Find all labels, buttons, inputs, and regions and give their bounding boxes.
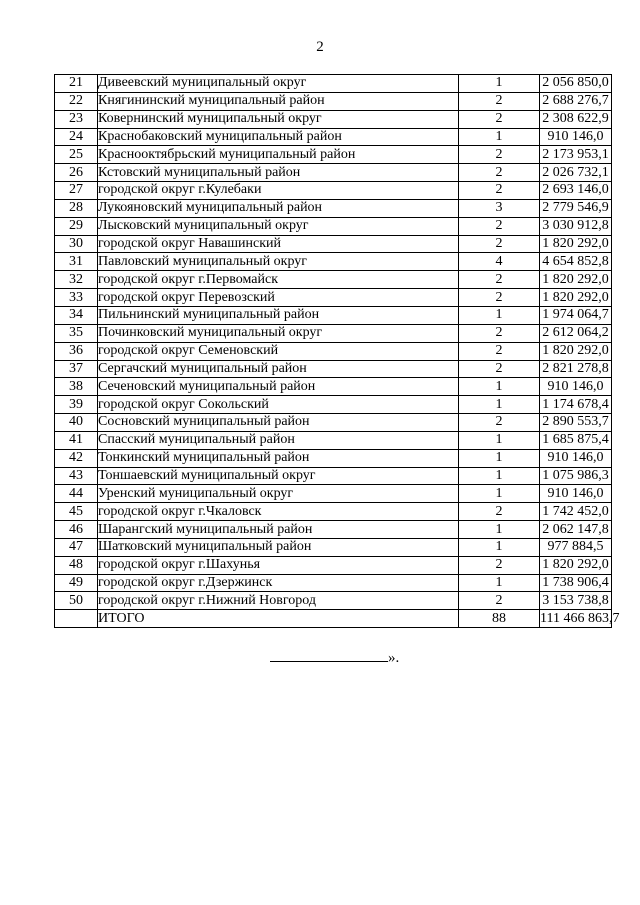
row-number: 41 — [55, 431, 98, 449]
table-row — [55, 289, 612, 307]
amount: 910 146,0 — [540, 378, 612, 396]
amount: 1 742 452,0 — [540, 503, 612, 521]
municipality-name: Сергачский муниципальный район — [98, 360, 459, 378]
table-row — [55, 342, 612, 360]
object-count: 2 — [459, 92, 540, 110]
row-number: 42 — [55, 449, 98, 467]
row-number: 35 — [55, 324, 98, 342]
object-count: 1 — [459, 449, 540, 467]
object-count: 2 — [459, 289, 540, 307]
municipality-name: Лысковский муниципальный округ — [98, 217, 459, 235]
row-number: 46 — [55, 521, 98, 539]
table-row — [55, 164, 612, 182]
object-count: 1 — [459, 75, 540, 93]
row-number: 31 — [55, 253, 98, 271]
table-row — [55, 199, 612, 217]
row-number: 32 — [55, 271, 98, 289]
object-count: 2 — [459, 271, 540, 289]
row-number: 50 — [55, 592, 98, 610]
municipality-name: городской округ г.Кулебаки — [98, 182, 459, 200]
amount: 977 884,5 — [540, 538, 612, 556]
object-count: 2 — [459, 503, 540, 521]
municipality-name: Шатковский муниципальный район — [98, 538, 459, 556]
table-row — [55, 217, 612, 235]
table-row — [55, 110, 612, 128]
object-count: 4 — [459, 253, 540, 271]
table-row — [55, 538, 612, 556]
row-number: 34 — [55, 306, 98, 324]
row-number: 21 — [55, 75, 98, 93]
object-count: 1 — [459, 521, 540, 539]
table-row — [55, 592, 612, 610]
municipality-name: Дивеевский муниципальный округ — [98, 75, 459, 93]
amount: 2 026 732,1 — [540, 164, 612, 182]
amount: 111 466 863,7 — [540, 610, 620, 626]
object-count: 1 — [459, 378, 540, 396]
amount: 2 779 546,9 — [540, 199, 612, 217]
table-row — [55, 503, 612, 521]
row-number — [55, 610, 98, 628]
amount: 910 146,0 — [540, 449, 612, 467]
municipality-name: городской округ г.Шахунья — [98, 556, 459, 574]
municipality-name: городской округ г.Нижний Новгород — [98, 592, 459, 610]
municipality-name: городской округ Сокольский — [98, 396, 459, 414]
municipality-name: городской округ Навашинский — [98, 235, 459, 253]
object-count: 2 — [459, 414, 540, 432]
row-number: 28 — [55, 199, 98, 217]
table-row — [55, 146, 612, 164]
object-count: 1 — [459, 485, 540, 503]
object-count: 2 — [459, 342, 540, 360]
amount: 2 056 850,0 — [540, 75, 612, 93]
amount: 1 820 292,0 — [540, 271, 612, 289]
row-number: 25 — [55, 146, 98, 164]
table-row — [55, 378, 612, 396]
object-count: 2 — [459, 235, 540, 253]
object-count: 2 — [459, 360, 540, 378]
amount: 1 974 064,7 — [540, 306, 612, 324]
table-row — [55, 75, 612, 93]
amount: 1 820 292,0 — [540, 235, 612, 253]
table-row — [55, 306, 612, 324]
object-count: 2 — [459, 164, 540, 182]
amount: 2 693 146,0 — [540, 182, 612, 200]
object-count: 2 — [459, 110, 540, 128]
object-count: 2 — [459, 217, 540, 235]
table-row — [55, 431, 612, 449]
row-number: 38 — [55, 378, 98, 396]
table-row — [55, 271, 612, 289]
municipality-name: Краснобаковский муниципальный район — [98, 128, 459, 146]
total-row — [55, 610, 612, 628]
municipality-name: Шарангский муниципальный район — [98, 521, 459, 539]
amount: 2 062 147,8 — [540, 521, 612, 539]
row-number: 33 — [55, 289, 98, 307]
amount: 910 146,0 — [540, 485, 612, 503]
object-count: 1 — [459, 128, 540, 146]
allocation-table — [54, 74, 620, 628]
object-count: 1 — [459, 431, 540, 449]
row-number: 23 — [55, 110, 98, 128]
table-row — [55, 449, 612, 467]
table-row — [55, 574, 612, 592]
amount: 2 173 953,1 — [540, 146, 612, 164]
municipality-name: Павловский муниципальный округ — [98, 253, 459, 271]
municipality-name: Тонкинский муниципальный район — [98, 449, 459, 467]
municipality-name: городской округ г.Первомайск — [98, 271, 459, 289]
municipality-name: городской округ г.Дзержинск — [98, 574, 459, 592]
municipality-name: Сеченовский муниципальный район — [98, 378, 459, 396]
object-count: 2 — [459, 146, 540, 164]
row-number: 43 — [55, 467, 98, 485]
row-number: 27 — [55, 182, 98, 200]
municipality-name: Пильнинский муниципальный район — [98, 306, 459, 324]
table-body — [55, 75, 620, 628]
row-number: 37 — [55, 360, 98, 378]
amount: 910 146,0 — [540, 128, 612, 146]
row-number: 30 — [55, 235, 98, 253]
object-count: 2 — [459, 592, 540, 610]
row-number: 26 — [55, 164, 98, 182]
amount: 1 820 292,0 — [540, 289, 612, 307]
page-number: 2 — [316, 39, 324, 55]
municipality-name: Лукояновский муниципальный район — [98, 199, 459, 217]
row-number: 39 — [55, 396, 98, 414]
table-row — [55, 235, 612, 253]
row-number: 45 — [55, 503, 98, 521]
municipality-name: Краснооктябрьский муниципальный район — [98, 146, 459, 164]
municipality-name: Починковский муниципальный округ — [98, 324, 459, 342]
table-row — [55, 128, 612, 146]
table-row — [55, 92, 612, 110]
amount: 3 153 738,8 — [540, 592, 612, 610]
amount: 3 030 912,8 — [540, 217, 612, 235]
amount: 1 820 292,0 — [540, 342, 612, 360]
amount: 2 688 276,7 — [540, 92, 612, 110]
table-row — [55, 414, 612, 432]
row-number: 24 — [55, 128, 98, 146]
municipality-name: Спасский муниципальный район — [98, 431, 459, 449]
municipality-name: ИТОГО — [98, 610, 459, 628]
row-number: 44 — [55, 485, 98, 503]
table-row — [55, 485, 612, 503]
object-count: 1 — [459, 467, 540, 485]
table-row — [55, 467, 612, 485]
amount: 4 654 852,8 — [540, 253, 612, 271]
signature-underline — [270, 648, 388, 662]
table-row — [55, 324, 612, 342]
table-row — [55, 521, 612, 539]
object-count: 1 — [459, 396, 540, 414]
municipality-name: Уренский муниципальный округ — [98, 485, 459, 503]
municipality-name: Княгининский муниципальный район — [98, 92, 459, 110]
table-row — [55, 396, 612, 414]
row-number: 47 — [55, 538, 98, 556]
table-row — [55, 360, 612, 378]
row-number: 49 — [55, 574, 98, 592]
amount: 2 308 622,9 — [540, 110, 612, 128]
row-number: 29 — [55, 217, 98, 235]
amount: 1 738 906,4 — [540, 574, 612, 592]
object-count: 2 — [459, 182, 540, 200]
object-count: 1 — [459, 306, 540, 324]
amount: 2 890 553,7 — [540, 414, 612, 432]
amount: 1 075 986,3 — [540, 467, 612, 485]
object-count: 1 — [459, 574, 540, 592]
object-count: 88 — [459, 610, 540, 628]
object-count: 3 — [459, 199, 540, 217]
object-count: 2 — [459, 324, 540, 342]
row-number: 40 — [55, 414, 98, 432]
municipality-name: городской округ Семеновский — [98, 342, 459, 360]
amount: 1 174 678,4 — [540, 396, 612, 414]
amount: 1 820 292,0 — [540, 556, 612, 574]
table-row — [55, 182, 612, 200]
amount: 2 612 064,2 — [540, 324, 612, 342]
table-row — [55, 556, 612, 574]
closing-quote: ». — [388, 650, 400, 666]
municipality-name: Тоншаевский муниципальный округ — [98, 467, 459, 485]
municipality-name: Сосновский муниципальный район — [98, 414, 459, 432]
row-number: 22 — [55, 92, 98, 110]
row-number: 36 — [55, 342, 98, 360]
table-row — [55, 253, 612, 271]
municipality-name: Ковернинский муниципальный округ — [98, 110, 459, 128]
amount: 1 685 875,4 — [540, 431, 612, 449]
object-count: 2 — [459, 556, 540, 574]
object-count: 1 — [459, 538, 540, 556]
municipality-name: городской округ г.Чкаловск — [98, 503, 459, 521]
closing-line — [270, 648, 399, 667]
municipality-name: городской округ Перевозский — [98, 289, 459, 307]
municipality-name: Кстовский муниципальный район — [98, 164, 459, 182]
amount: 2 821 278,8 — [540, 360, 612, 378]
row-number: 48 — [55, 556, 98, 574]
